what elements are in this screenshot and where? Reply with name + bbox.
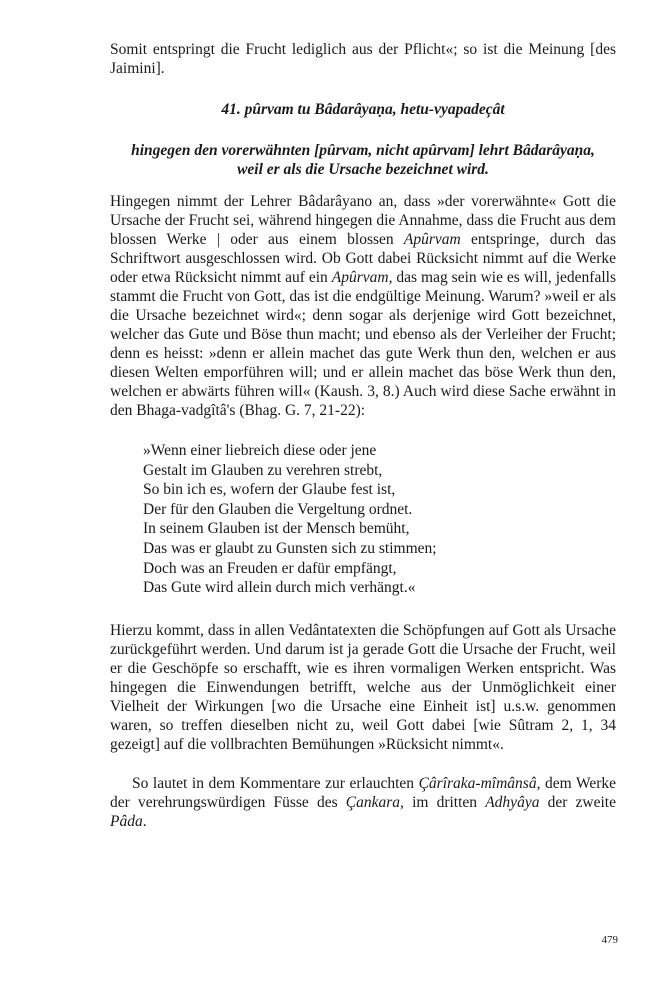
term-apurvam-2: Apûrvam, bbox=[331, 269, 393, 286]
closing-text-1: So lautet in dem Kommentare zur erlauchten bbox=[132, 774, 419, 792]
closing-text-4: der zweite bbox=[539, 793, 616, 811]
sutra-translation-line-2: weil er als die Ursache bezeichnet wird. bbox=[237, 161, 489, 178]
verse-line: Das Gute wird allein durch mich verhängt.« bbox=[143, 579, 416, 597]
intro-paragraph: Somit entspringt die Frucht lediglich aus der Pflicht«; so ist die Meinung [des Jaimini]. bbox=[110, 41, 616, 77]
paragraph-1-text-3: das mag sein wie es will, jedenfalls stammt die Frucht von Gott, das ist die endgültige Meinung. Warum? »weil er als die Ursache bezeichnet wird«; denn sogar als derjenige wird Gott bezeichnet, welcher das Gute und Böse thun macht; und ebenso als der Verleiher der Frucht; denn es heisst: »denn er allein machet das gute Werk thun den, welchen er aus diesen Welten emporführen will; und er allein machet das böse Werk thun den, welchen er abwärts führen will« (Kaush. 3, 8.) Auch wird diese Sache erwähnt in den Bhaga-vadgîtâ's (Bhag. G. 7, 21-22): bbox=[110, 269, 616, 419]
page-number: 479 bbox=[601, 934, 618, 946]
commentary-paragraph-1 bbox=[110, 192, 616, 420]
closing-text-5: . bbox=[142, 812, 147, 830]
closing-text-3: im dritten bbox=[403, 793, 486, 811]
paragraph-1-text-1: Hingegen nimmt der Lehrer Bâdarâyano an, dass »der vorerwähnte« Gott die Ursache der Frucht sei, während hingegen die Annahme, dass die Frucht aus dem blossen Werke | oder aus einem blossen bbox=[110, 193, 616, 248]
term-apurvam-1: Apûrvam bbox=[403, 231, 461, 248]
sutra-translation bbox=[110, 141, 616, 179]
closing-text-2: dem Werke der verehrungswürdigen Füsse des bbox=[110, 774, 617, 811]
verse-line: Der für den Glauben die Vergeltung ordnet. bbox=[143, 500, 413, 518]
pada-term: Pâda bbox=[110, 812, 143, 830]
verse-line: »Wenn einer liebreich diese oder jene bbox=[143, 442, 377, 459]
closing-paragraph bbox=[110, 774, 616, 831]
verse-line: Gestalt im Glauben zu verehren strebt, bbox=[143, 461, 383, 479]
verse-line: In seinem Glauben ist der Mensch bemüht, bbox=[143, 520, 410, 538]
adhyaya-term: Adhyâya bbox=[485, 793, 540, 811]
verse-line: Doch was an Freuden er dafür empfängt, bbox=[143, 559, 397, 577]
sutra-heading: 41. pûrvam tu Bâdarâyaṇa, hetu-vyapadeçât bbox=[221, 101, 505, 118]
author-name: Çankara, bbox=[345, 793, 404, 811]
verse-line: So bin ich es, wofern der Glaube fest ist, bbox=[143, 481, 396, 499]
paragraph-1-text-2: entspringe, durch das Schriftwort ausgeschlossen wird. Ob Gott dabei Rücksicht nimmt auf die Werke oder etwa Rücksicht nimmt auf ein bbox=[110, 231, 616, 286]
verse-line: Das was er glaubt zu Gunsten sich zu stimmen; bbox=[143, 539, 437, 557]
work-title: Çârîraka-mîmânsâ, bbox=[418, 774, 541, 792]
sutra-translation-line-1: hingegen den vorerwähnten [pûrvam, nicht apûrvam] lehrt Bâdarâyaṇa, bbox=[131, 142, 595, 159]
commentary-paragraph-2: Hierzu kommt, dass in allen Vedântatexten die Schöpfungen auf Gott als Ursache zurückgeführt werden. Und darum ist ja gerade Gott die Ursache der Frucht, weil er die Geschöpfe so erschafft, wie es ihren vormaligen Werken entspricht. Was hingegen die Einwendungen betrifft, welche aus der Unmöglichkeit einer Vielheit der Wirkungen [wo die Ursache eine Einheit ist] u.s.w. genommen waren, so treffen dieselben nicht zu, weil Gott dabei [wie Sûtram 2, 1, 34 gezeigt] auf die vollbrachten Bemühungen »Rücksicht nimmt«. bbox=[110, 621, 616, 753]
bhagavadgita-verse bbox=[143, 441, 616, 598]
page-content bbox=[110, 40, 616, 831]
